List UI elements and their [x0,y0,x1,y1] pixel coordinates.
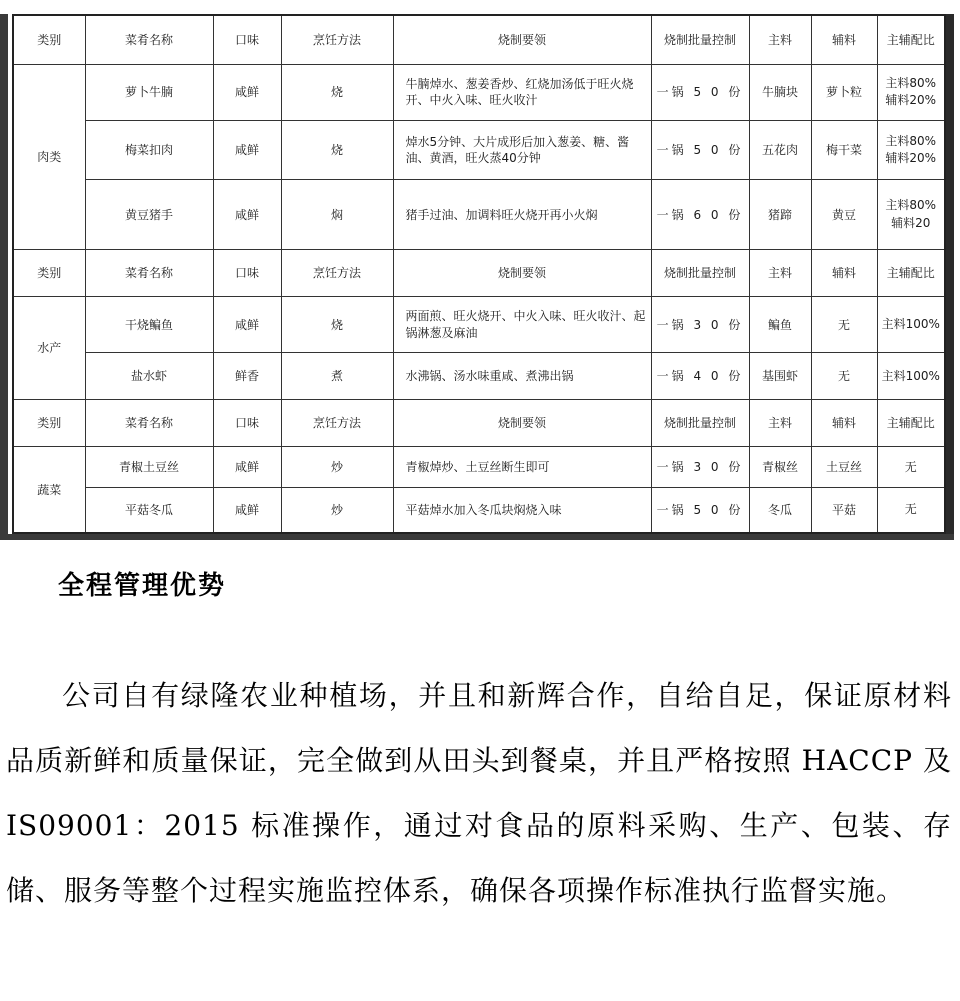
batch-cell: 一锅 5 0 份 [651,64,749,120]
taste-cell: 咸鲜 [213,180,281,250]
header-ratio: 主辅配比 [877,15,945,64]
aux-ingredient-cell: 萝卜粒 [811,64,877,120]
table-row [13,447,945,488]
table-row [13,64,945,120]
header-aux: 辅料 [811,249,877,296]
ratio-cell: 主料80% 辅料20 [877,180,945,250]
header-process: 烧制要领 [393,249,651,296]
menu-cooking-table [12,14,946,534]
aux-ingredient-cell: 平菇 [811,488,877,533]
main-ingredient-cell: 五花肉 [749,120,811,179]
header-ratio: 主辅配比 [877,400,945,447]
scan-shadow-bottom [0,534,954,540]
taste-cell: 鲜香 [213,353,281,400]
header-batch: 烧制批量控制 [651,400,749,447]
table-row [13,488,945,533]
table-header-row [13,400,945,447]
aux-ingredient-cell: 梅干菜 [811,120,877,179]
header-batch: 烧制批量控制 [651,249,749,296]
header-category: 类别 [13,400,85,447]
batch-cell: 一锅 3 0 份 [651,447,749,488]
process-cell: 焯水5分钟、大片成形后加入葱姜、糖、酱油、黄酒，旺火蒸40分钟 [393,120,651,179]
process-cell: 两面煎、旺火烧开、中火入味、旺火收汁、起锅淋葱及麻油 [393,296,651,352]
method-cell: 烧 [281,120,393,179]
aux-ingredient-cell: 无 [811,353,877,400]
method-cell: 烧 [281,64,393,120]
batch-cell: 一锅 6 0 份 [651,180,749,250]
dish-name-cell: 萝卜牛腩 [85,64,213,120]
ratio-cell: 无 [877,447,945,488]
ratio-cell: 无 [877,488,945,533]
header-aux: 辅料 [811,400,877,447]
header-taste: 口味 [213,400,281,447]
table-header-row [13,249,945,296]
table-row [13,120,945,179]
taste-cell: 咸鲜 [213,296,281,352]
dish-name-cell: 平菇冬瓜 [85,488,213,533]
dish-name-cell: 梅菜扣肉 [85,120,213,179]
aux-ingredient-cell: 黄豆 [811,180,877,250]
header-process: 烧制要领 [393,15,651,64]
header-main: 主料 [749,400,811,447]
category-cell: 肉类 [13,64,85,249]
dish-name-cell: 青椒土豆丝 [85,447,213,488]
main-ingredient-cell: 鳊鱼 [749,296,811,352]
scan-shadow-left [0,14,8,538]
category-cell: 蔬菜 [13,447,85,533]
method-cell: 炒 [281,447,393,488]
ratio-cell: 主料100% [877,353,945,400]
main-ingredient-cell: 青椒丝 [749,447,811,488]
header-dish-name: 菜肴名称 [85,400,213,447]
header-dish-name: 菜肴名称 [85,15,213,64]
batch-cell: 一锅 4 0 份 [651,353,749,400]
header-main: 主料 [749,15,811,64]
header-dish-name: 菜肴名称 [85,249,213,296]
taste-cell: 咸鲜 [213,64,281,120]
ratio-cell: 主料80% 辅料20% [877,120,945,179]
method-cell: 烧 [281,296,393,352]
header-category: 类别 [13,15,85,64]
method-cell: 焖 [281,180,393,250]
batch-cell: 一锅 5 0 份 [651,488,749,533]
header-main: 主料 [749,249,811,296]
header-method: 烹饪方法 [281,249,393,296]
header-method: 烹饪方法 [281,15,393,64]
process-cell: 牛腩焯水、葱姜香炒、红烧加汤低于旺火烧开、中火入味、旺火收汁 [393,64,651,120]
header-category: 类别 [13,249,85,296]
ratio-cell: 主料100% [877,296,945,352]
table-row [13,296,945,352]
ratio-cell: 主料80% 辅料20% [877,64,945,120]
method-cell: 炒 [281,488,393,533]
table-row [13,180,945,250]
section-heading: 全程管理优势 [58,571,227,601]
category-cell: 水产 [13,296,85,399]
dish-name-cell: 黄豆猪手 [85,180,213,250]
header-ratio: 主辅配比 [877,249,945,296]
taste-cell: 咸鲜 [213,120,281,179]
header-taste: 口味 [213,15,281,64]
header-process: 烧制要领 [393,400,651,447]
aux-ingredient-cell: 无 [811,296,877,352]
table-row [13,353,945,400]
main-ingredient-cell: 牛腩块 [749,64,811,120]
main-ingredient-cell: 猪蹄 [749,180,811,250]
dish-name-cell: 干烧鳊鱼 [85,296,213,352]
batch-cell: 一锅 5 0 份 [651,120,749,179]
header-batch: 烧制批量控制 [651,15,749,64]
aux-ingredient-cell: 土豆丝 [811,447,877,488]
taste-cell: 咸鲜 [213,488,281,533]
process-cell: 青椒焯炒、土豆丝断生即可 [393,447,651,488]
main-ingredient-cell: 冬瓜 [749,488,811,533]
process-cell: 平菇焯水加入冬瓜块焖烧入味 [393,488,651,533]
process-cell: 猪手过油、加调料旺火烧开再小火焖 [393,180,651,250]
body-paragraph: 公司自有绿隆农业种植场，并且和新辉合作，自给自足，保证原材料品质新鲜和质量保证，完全做到从田头到餐桌，并且严格按照 HACCP 及 IS09001：2015 标准操作，通过对食品的原料采购、生产、包装、存储、服务等整个过程实施监控体系，确保各项操作标准执行监督实施。 [6,679,952,907]
process-cell: 水沸锅、汤水味重咸、煮沸出锅 [393,353,651,400]
method-cell: 煮 [281,353,393,400]
scan-shadow-right [946,14,954,538]
taste-cell: 咸鲜 [213,447,281,488]
header-method: 烹饪方法 [281,400,393,447]
dish-name-cell: 盐水虾 [85,353,213,400]
header-taste: 口味 [213,249,281,296]
header-aux: 辅料 [811,15,877,64]
table-header-row [13,15,945,64]
batch-cell: 一锅 3 0 份 [651,296,749,352]
main-ingredient-cell: 基围虾 [749,353,811,400]
